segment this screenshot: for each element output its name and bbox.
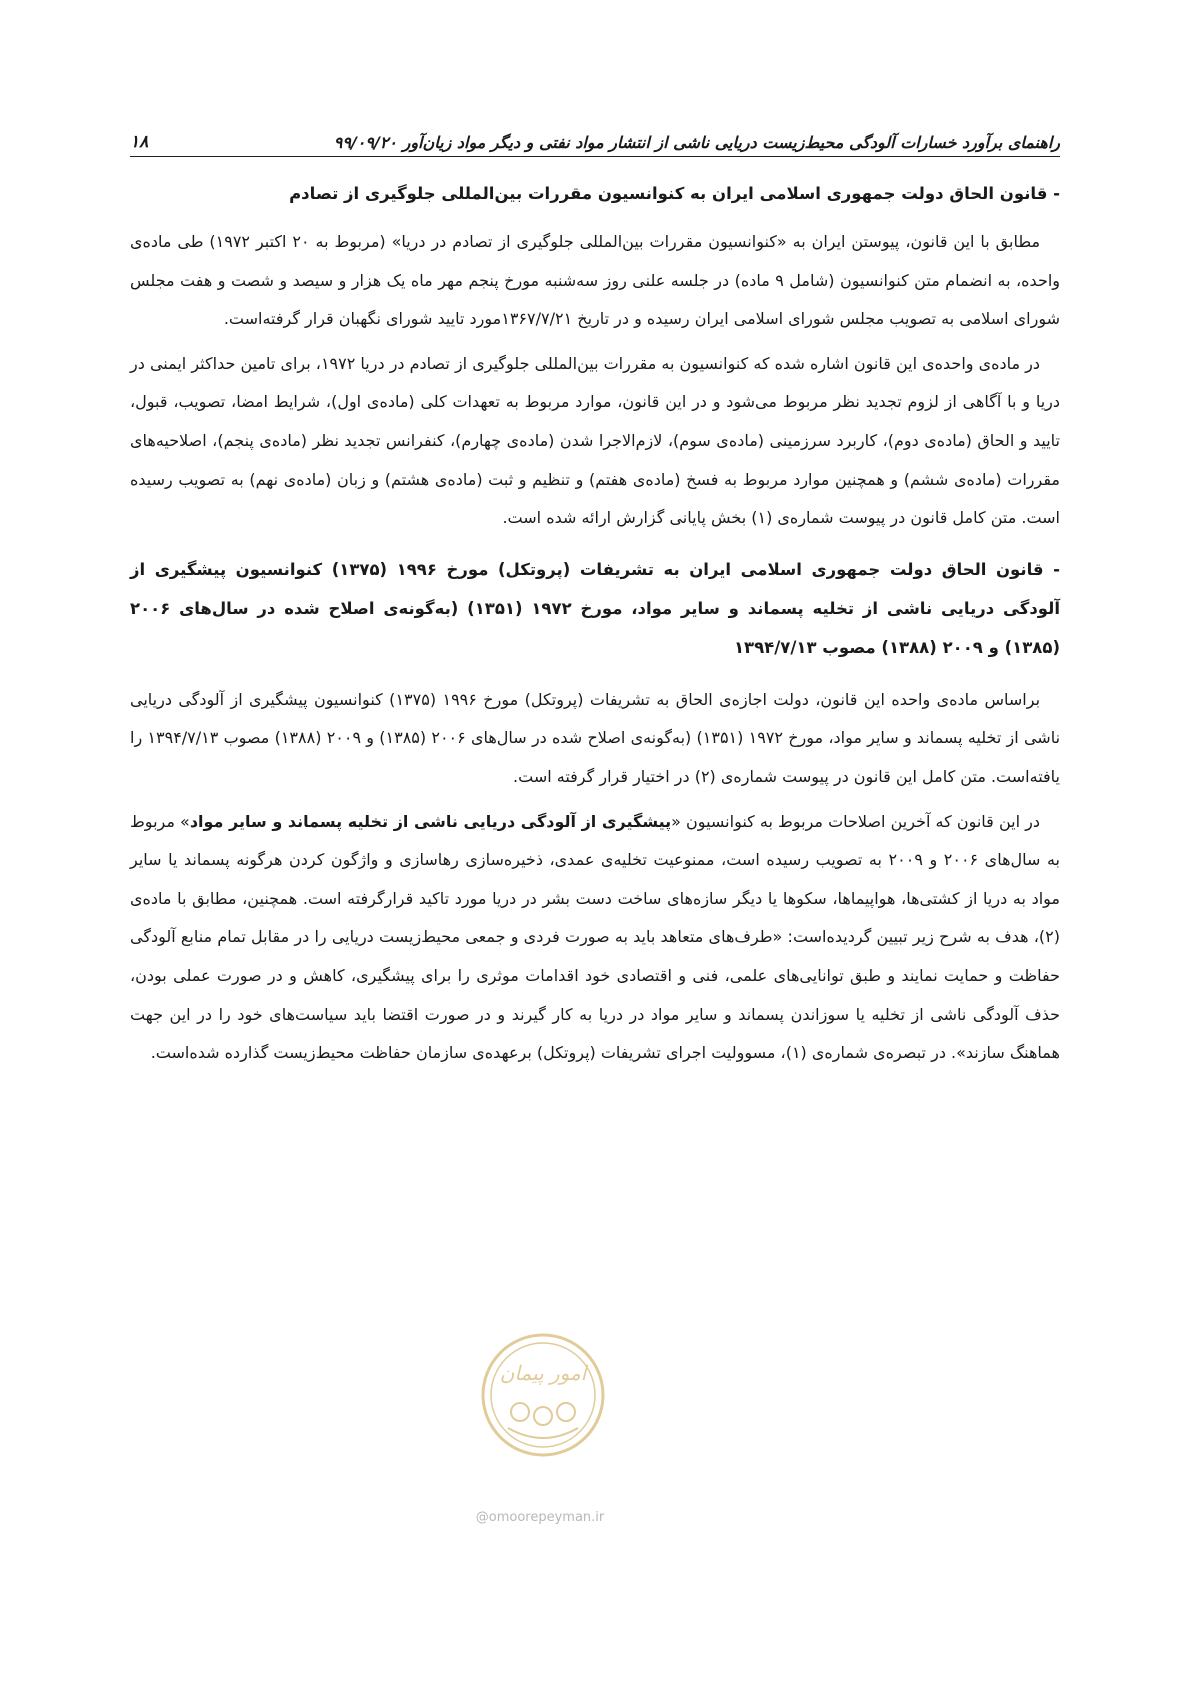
paragraph-dumping-protocol-amendments (130, 803, 1060, 1073)
section-heading-collision-convention: - قانون الحاق دولت جمهوری اسلامی ایران به کنوانسیون مقررات بین‌المللی جلوگیری از تصادم (289, 184, 1060, 203)
watermark-logo-text: امور پیمان (499, 1361, 587, 1385)
paragraph-text-after: » مربوط به سال‌های ۲۰۰۶ و ۲۰۰۹ به تصویب رسیده است، ممنوعیت تخلیه‌ی عمدی، ذخیره‌سازی رهاسازی و واژگون کردن هرگونه پسماند یا سایر مواد به دریا از کشتی‌ها، هواپیماها، سکوها یا دیگر سازه‌های ساخت دست بشر در دریا مورد تاکید قرارگرفته است. همچنین، مطابق با ماده‌ی (۲)، هدف به شرح زیر تبیین گردیده‌است: «طرف‌های متعاهد باید به صورت فردی و جمعی محیط‌زیست دریایی را در مقابل تمام منابع آلودگی حفاظت و حمایت نمایند و طبق توانایی‌های علمی، فنی و اقتصادی خود اقدامات موثری را برای پیشگیری، کاهش و در صورت عملی بودن، حذف آلودگی ناشی از تخلیه یا سوزاندن پسماند و سایر مواد در دریا به کار گیرند و در صورت اقتضا باید سیاست‌های خود را در این جهت هماهنگ سازند». در تبصره‌ی شماره‌ی (۱)، مسوولیت اجرای تشریفات (پروتکل) برعهده‌ی سازمان حفاظت محیط‌زیست گذارده شده‌است. (130, 811, 1061, 1063)
watermark-logo (478, 1330, 608, 1460)
header-title-text: راهنمای برآورد خسارات آلودگی محیط‌زیست دریایی ناشی از انتشار مواد نفتی و دیگر مواد زیان‌آور (402, 133, 1060, 152)
header-title (324, 133, 1060, 152)
header-date: ۹۹/۰۹/۲۰ (333, 133, 398, 152)
page-number: ۱۸ (130, 132, 149, 152)
paragraph-bold-convention-name: پیشگیری از آلودگی دریایی ناشی از تخلیه پسماند و سایر مواد (189, 811, 672, 831)
section-heading-dumping-protocol: - قانون الحاق دولت جمهوری اسلامی ایران به تشریفات (پروتکل) مورخ ۱۹۹۶ (۱۳۷۵) کنوانسیون پیشگیری از آلودگی دریایی ناشی از تخلیه پسماند و سایر مواد، مورخ ۱۹۷۲ (۱۳۵۱) (به‌گونه‌ی اصلاح شده در سال‌های ۲۰۰۶ (۱۳۸۵) و ۲۰۰۹ (۱۳۸۸) مصوب ۱۳۹۴/۷/۱۳ (130, 559, 1060, 657)
paragraph-text-before: در این قانون که آخرین اصلاحات مربوط به کنوانسیون « (671, 811, 1040, 831)
watermark-url: @omoorepeyman.ir (475, 1510, 605, 1525)
document-body (130, 168, 1060, 1079)
paragraph-dumping-protocol-approval: براساس ماده‌ی واحده این قانون، دولت اجازه‌ی الحاق به تشریفات (پروتکل) مورخ ۱۹۹۶ (۱۳۷۵) کنوانسیون پیشگیری از آلودگی دریایی ناشی از تخلیه پسماند و سایر مواد، مورخ ۱۹۷۲ (۱۳۵۱) (به‌گونه‌ی اصلاح شده در سال‌های ۲۰۰۶ (۱۳۸۵) و ۲۰۰۹ (۱۳۸۸) مصوب ۱۳۹۴/۷/۱۳ را یافته‌است. متن کامل این قانون در پیوست شماره‌ی (۲) در اختیار قرار گرفته است. (130, 689, 1061, 786)
paragraph-collision-law-approval: مطابق با این قانون، پیوستن ایران به «کنوانسیون مقررات بین‌المللی جلوگیری از تصادم در دریا» (مربوط به ۲۰ اکتبر ۱۹۷۲) طی ماده‌ی واحده، به انضمام متن کنوانسیون (شامل ۹ ماده) در جلسه علنی روز سه‌شنبه مورخ پنجم مهر ماه یک هزار و سیصد و شصت و هفت مجلس شورای اسلامی به تصویب مجلس شورای اسلامی ایران رسیده و در تاریخ ۱۳۶۷/۷/۲۱مورد تایید شورای نگهبان قرار گرفته‌است. (130, 232, 1061, 329)
paragraph-collision-law-articles: در ماده‌ی واحده‌ی این قانون اشاره شده که کنوانسیون به مقررات بین‌المللی جلوگیری از تصادم در دریا ۱۹۷۲، برای تامین حداکثر ایمنی در دریا و با آگاهی از لزوم تجدید نظر مربوط می‌شود و در این قانون، موارد مربوط به تعهدات کلی (ماده‌ی اول)، شرایط امضا، تصویب، قبول، تایید و الحاق (ماده‌ی دوم)، کاربرد سرزمینی (ماده‌ی سوم)، لازم‌الاجرا شدن (ماده‌ی چهارم)، کنفرانس تجدید نظر (ماده‌ی پنجم)، اصلاحیه‌های مقررات (ماده‌ی ششم) و همچنین موارد مربوط به فسخ (ماده‌ی هفتم) و تنظیم و ثبت (ماده‌ی هشتم) و زبان (ماده‌ی نهم) به تصویب رسیده است. متن کامل قانون در پیوست شماره‌ی (۱) بخش پایانی گزارش ارائه شده است. (130, 353, 1060, 528)
page-header (130, 118, 1060, 157)
